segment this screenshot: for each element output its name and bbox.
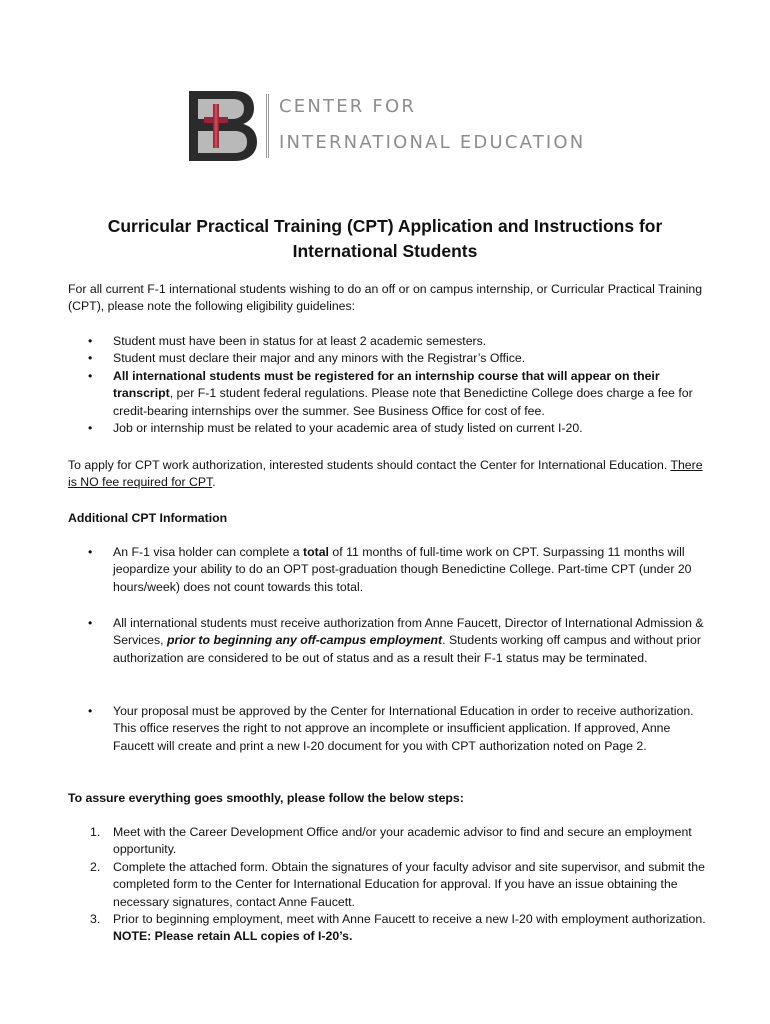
eligibility-list [68,333,708,437]
list-item [68,368,708,420]
apply-text: To apply for CPT work authorization, interested students should contact the Center for International Education. [68,458,668,472]
list-item [68,615,708,667]
bullet-icon: • [88,368,93,383]
list-item-bold-text: All international students must be registered for an internship course that will appear on their transcript [113,368,660,401]
list-item-text: of 11 months of full-time work on CPT. Surpassing 11 months will jeopardize your ability to do an OPT post-graduation though Benedictine College. Part-time CPT (under 20 hours/week) does not count towards this total. [113,545,692,594]
list-item-text: An F-1 visa holder can complete a [113,545,304,559]
additional-info-list-2 [68,615,708,667]
additional-info-list-1 [68,544,708,596]
apply-end: . [212,475,216,490]
bullet-icon: • [88,704,93,718]
list-item-text: Your proposal must be approved by the Center for International Education in order to receive authorization. This office reserves the right to not approve an incomplete or insufficient application. If approved, Anne Faucett will create and print a new I-20 document for you with CPT authorization noted on Page 2. [113,704,694,753]
step-text: Prior to beginning employment, meet with Anne Faucett to receive a new I-20 with employment authorization. [113,912,706,927]
additional-info-list-3 [68,703,708,755]
list-item-text: Job or internship must be related to your academic area of study listed on current I-20. [113,421,583,436]
step-bold-text: NOTE: Please retain ALL copies of I-20’s. [113,929,353,944]
list-item-bold-italic-text: prior to beginning any off-campus employment [167,633,443,648]
list-item [68,859,708,911]
step-number: 1. [90,825,101,839]
list-item-text: . Students working off campus and without prior authorization are considered to be out of status and as a result their F-1 status may be terminated. [113,633,701,665]
step-number: 2. [90,859,101,874]
list-item [68,824,708,859]
intro-paragraph: For all current F-1 international students wishing to do an off or on campus internship, or Curricular Practical Training (CPT), please note the following eligibility guidelines: [68,282,703,314]
list-item [68,333,708,350]
list-item-text: Student must declare their major and any minors with the Registrar’s Office. [113,351,526,366]
logo-divider [266,94,269,158]
step-text: Meet with the Career Development Office and/or your academic advisor to find and secure an employment opportunity. [113,825,692,857]
list-item [68,420,708,437]
institution-logo [188,90,598,162]
bullet-icon: • [88,334,93,348]
steps-list [68,824,708,946]
list-item [68,911,708,946]
list-item-text: Student must have been in status for at least 2 academic semesters. [113,334,487,348]
additional-info-heading: Additional CPT Information [68,511,228,525]
list-item-text: , per F-1 student federal regulations. Please note that Benedictine College does charge a fee for credit-bearing internships over the summer. See Business Office for cost of fee. [113,386,693,418]
bullet-icon: • [88,351,93,366]
steps-heading: To assure everything goes smoothly, please follow the below steps: [68,791,464,805]
step-text: Complete the attached form. Obtain the signatures of your faculty advisor and site supervisor, and submit the completed form to the Center for International Education for approval. If you have an issue obtaining the necessary signatures, contact Anne Faucett. [113,859,705,909]
list-item [68,544,708,596]
list-item [68,703,708,755]
bullet-icon: • [88,421,93,436]
apply-paragraph [68,457,708,492]
logo-text-line1: CENTER FOR [279,96,417,117]
logo-text-line2: INTERNATIONAL EDUCATION [279,132,586,153]
document-title: Curricular Practical Training (CPT) Application and Instructions for International Students [107,216,663,261]
list-item-text: All international students must receive authorization from Anne Faucett, Director of International Admission & Services, [113,616,704,648]
step-number: 3. [90,912,101,927]
bullet-icon: • [88,545,93,559]
list-item-bold-text: total [303,545,329,559]
list-item [68,350,708,367]
bullet-icon: • [88,616,93,630]
no-fee-text: There is NO fee required for CPT [68,458,703,490]
benedictine-b-logo-icon [188,90,258,162]
